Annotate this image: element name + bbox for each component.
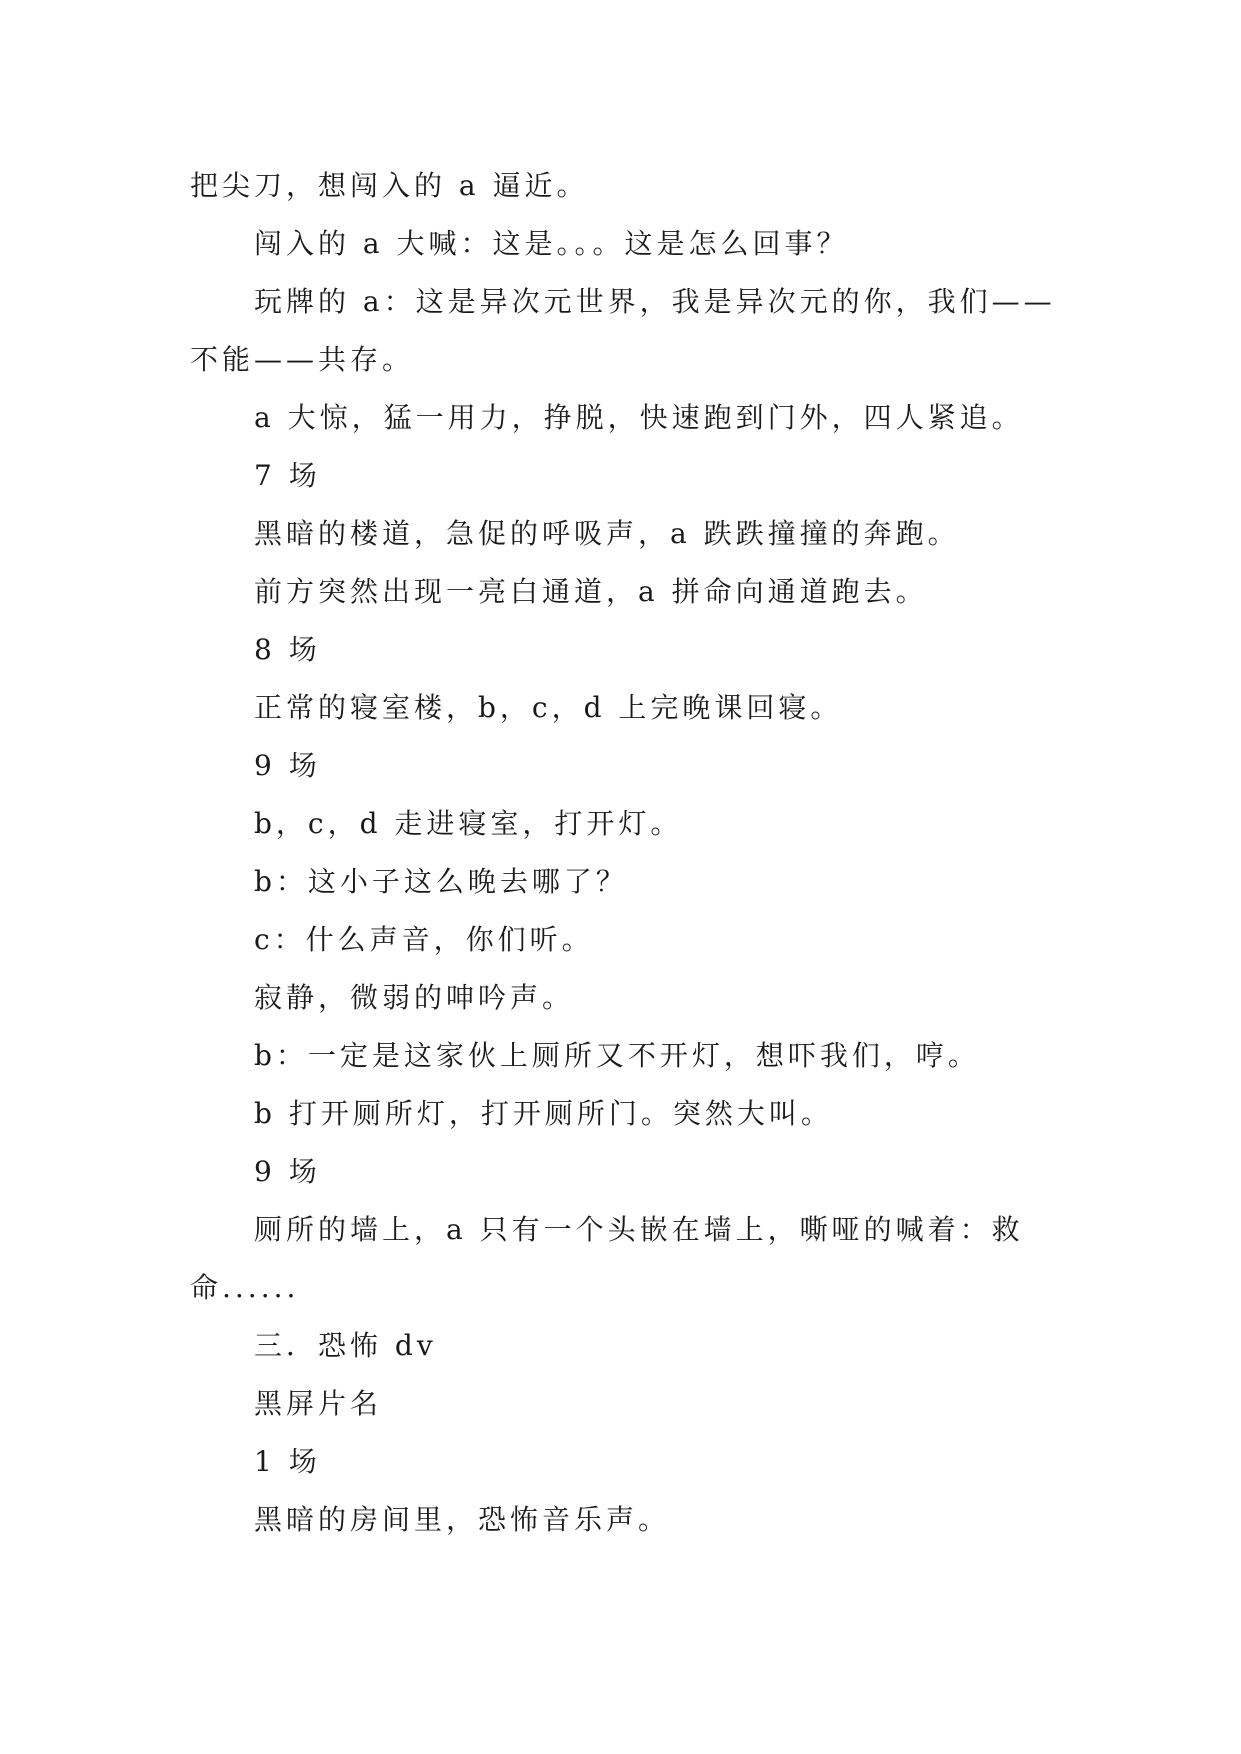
dialogue-line: c：什么声音，你们听。 [254, 923, 594, 956]
text-line: 前方突然出现一亮白通道，a 拼命向通道跑去。 [254, 575, 928, 608]
text-line: 命...... [190, 1271, 300, 1304]
section-heading: 三．恐怖 dv [254, 1329, 437, 1362]
text-line: 黑暗的楼道，急促的呼吸声，a 跌跌撞撞的奔跑。 [254, 517, 960, 550]
text-line: 厕所的墙上，a 只有一个头嵌在墙上，嘶哑的喊着：救 [254, 1213, 1024, 1246]
text-line: b 打开厕所灯，打开厕所门。突然大叫。 [254, 1097, 833, 1130]
text-line: 把尖刀，想闯入的 a 逼近。 [190, 169, 589, 202]
text-line: 玩牌的 a：这是异次元世界，我是异次元的你，我们—— [254, 285, 1056, 318]
text-line: 寂静，微弱的呻吟声。 [254, 981, 575, 1014]
dialogue-line: b：一定是这家伙上厕所又不开灯，想吓我们，哼。 [254, 1039, 980, 1072]
scene-heading: 1 场 [254, 1445, 321, 1478]
text-line: a 大惊，猛一用力，挣脱，快速跑到门外，四人紧追。 [254, 401, 1024, 434]
scene-heading: 8 场 [254, 633, 321, 666]
text-line: 黑暗的房间里，恐怖音乐声。 [254, 1503, 671, 1536]
text-line: 黑屏片名 [254, 1387, 383, 1420]
text-line: 不能——共存。 [190, 343, 415, 376]
text-line: 正常的寝室楼，b，c，d 上完晚课回寝。 [254, 691, 843, 724]
text-line: 闯入的 a 大喊：这是。。。这是怎么回事？ [254, 227, 849, 260]
dialogue-line: b：这小子这么晚去哪了？ [254, 865, 628, 898]
scene-heading: 9 场 [254, 749, 321, 782]
scene-heading: 9 场 [254, 1155, 321, 1188]
scene-heading: 7 场 [254, 459, 321, 492]
text-line: b，c，d 走进寝室，打开灯。 [254, 807, 683, 840]
